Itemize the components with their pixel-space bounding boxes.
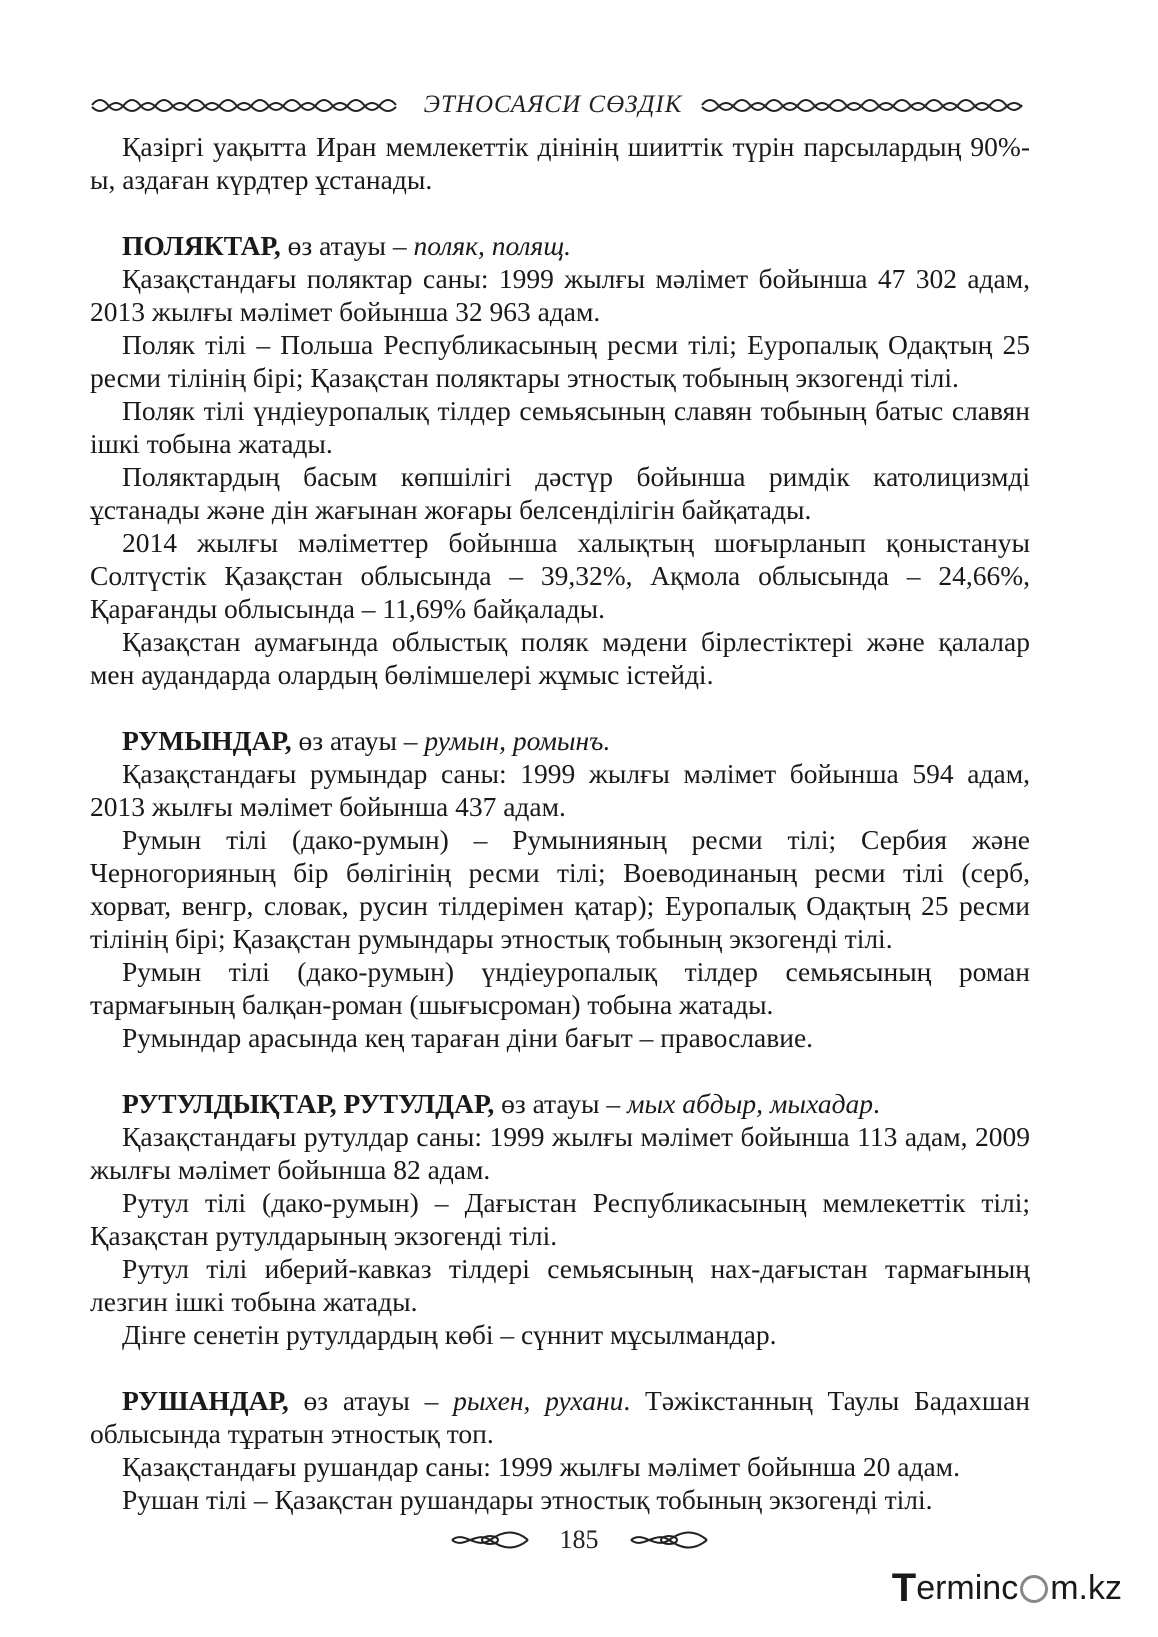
- entry-original-name: поляк, полящ.: [413, 230, 571, 261]
- paragraph: Румын тілі (дако-румын) үндіеуропалық тілдер семьясының роман тармағының балқан-роман (шығысроман) тобына жатады.: [90, 956, 1030, 1020]
- entry-lead: өз атауы –: [288, 1385, 454, 1416]
- header-title: ЭТНОСАЯСИ СӨЗДІК: [423, 91, 683, 118]
- entry-term: ПОЛЯКТАР,: [122, 230, 281, 261]
- entry-term: РУШАНДАР,: [122, 1385, 289, 1416]
- paragraph: Поляк тілі үндіеуропалық тілдер семьясының славян тобының батыс славян ішкі тобына жатады.: [90, 395, 1030, 459]
- entry-term: РУМЫНДАР,: [122, 725, 292, 756]
- entry-term: РУТУЛДЫҚТАР, РУТУЛДАР,: [122, 1088, 495, 1119]
- page-body: [90, 130, 1030, 1516]
- running-header: [88, 88, 1028, 122]
- paragraph: Рушан тілі – Қазақстан рушандары этностық тобының экзогенді тілі.: [122, 1484, 933, 1515]
- paragraph: Қазақстандағы поляктар саны: 1999 жылғы мәлімет бойынша 47 302 адам, 2013 жылғы мәлімет бойынша 32 963 адам.: [90, 263, 1030, 327]
- paragraph: Румын тілі (дако-румын) – Румынияның ресми тілі; Сербия және Черногорияның бір бөлігінің ресми тілі; Воеводинаның ресми тілі (серб, хорват, венгр, словак, русин тілдерімен қатар); Еуропалық Одақтың 25 ресми тілінің бірі; Қазақстан румындары этностық тобының экзогенді тілі.: [90, 824, 1030, 954]
- paragraph: Қазақстандағы румындар саны: 1999 жылғы мәлімет бойынша 594 адам, 2013 жылғы мәлімет бойынша 437 адам.: [90, 758, 1030, 822]
- circle-icon: [1020, 1575, 1048, 1603]
- entry-original-name: мых абдыр, мыхадар: [626, 1088, 874, 1119]
- paragraph: Дінге сенетін рутулдардың көбі – сүннит мұсылмандар.: [122, 1319, 777, 1350]
- paragraph: 2014 жылғы мәліметтер бойынша халықтың шоғырланып қоныстануы Солтүстік Қазақстан облысында – 39,32%, Ақмола облысында – 24,66%, Қарағанды облысында – 11,69% байқалады.: [90, 527, 1030, 624]
- page-number: 185: [559, 1525, 599, 1554]
- paragraph: Қазақстандағы рушандар саны: 1999 жылғы мәлімет бойынша 20 адам.: [122, 1451, 960, 1482]
- paragraph: Рутул тілі иберий-кавказ тілдері семьясының нах-дағыстан тармағының лезгин ішкі тобына жатады.: [90, 1253, 1030, 1317]
- entry-tail: .: [873, 1088, 880, 1119]
- paragraph: Поляк тілі – Польша Республикасының ресми тілі; Еуропалық Одақтың 25 ресми тілінің бірі; Қазақстан поляктары этностық тобының экзогенді тілі.: [90, 329, 1030, 393]
- footer-ornament-right: [629, 1529, 709, 1551]
- paragraph: Румындар арасында кең тараған діни бағыт – православие.: [122, 1022, 814, 1053]
- entry-original-name: румын, ромынъ.: [424, 725, 611, 756]
- site-watermark: [892, 1566, 1122, 1611]
- entry-lead: өз атауы –: [291, 725, 425, 756]
- paragraph: Рутул тілі (дако-румын) – Дағыстан Республикасының мемлекеттік тілі; Қазақстан рутулдарының экзогенді тілі.: [90, 1187, 1030, 1251]
- paragraph: Қазақстандағы рутулдар саны: 1999 жылғы мәлімет бойынша 113 адам, 2009 жылғы мәлімет бойынша 82 адам.: [90, 1121, 1030, 1185]
- header-ornament-right: [698, 97, 1028, 113]
- header-ornament-left: [88, 97, 408, 113]
- entry-lead: өз атауы –: [280, 230, 414, 261]
- entry-heading-polyaktar: [90, 229, 1030, 262]
- page-footer: [0, 1520, 1158, 1560]
- entry-tail: . Тәжікстанның Таулы Бадахшан облысында тұратын этностық топ.: [90, 1385, 1030, 1449]
- watermark-initial: T: [891, 1566, 917, 1610]
- entry-heading-rutuldar: [90, 1087, 1030, 1120]
- entry-lead: өз атауы –: [494, 1088, 627, 1119]
- intro-paragraph: Қазіргі уақытта Иран мемлекеттік дінінің шииттік түрін парсылардың 90%-ы, аздаған күрдтер ұстанады.: [90, 131, 1030, 195]
- footer-ornament-left: [450, 1529, 530, 1551]
- entry-original-name: рыхен, рухани: [453, 1385, 624, 1416]
- watermark-domain: m.kz: [1050, 1569, 1122, 1607]
- entry-heading-rumyndar: [90, 724, 1030, 757]
- watermark-text: erminc: [916, 1569, 1019, 1607]
- entry-heading-rushandar: [90, 1384, 1030, 1450]
- paragraph: Қазақстан аумағында облыстық поляк мәдени бірлестіктері және қалалар мен аудандарда олардың бөлімшелері жұмыс істейді.: [90, 626, 1030, 690]
- paragraph: Поляктардың басым көпшілігі дәстүр бойынша римдік католицизмді ұстанады және дін жағынан жоғары белсенділігін байқатады.: [90, 461, 1030, 525]
